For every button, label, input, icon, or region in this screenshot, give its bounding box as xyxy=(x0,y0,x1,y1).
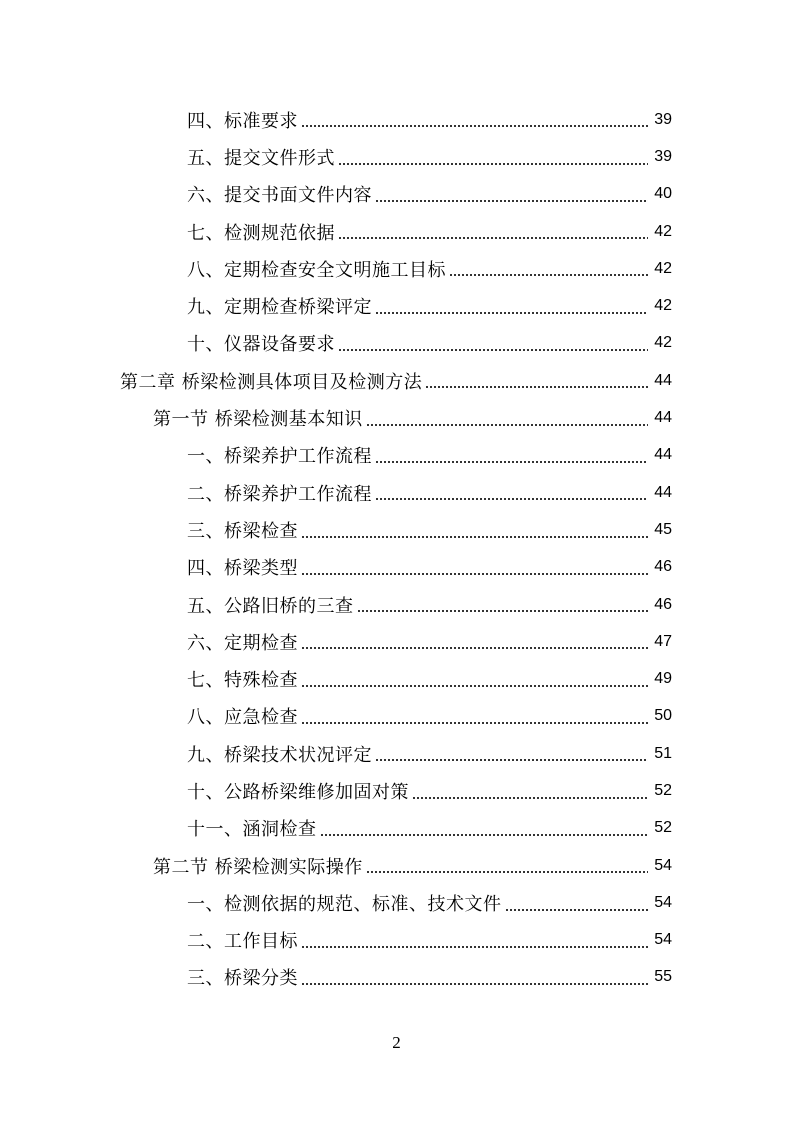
toc-entry-chapter[interactable] xyxy=(0,362,793,399)
dot-leader xyxy=(375,498,648,500)
toc-entry-page: 52 xyxy=(654,781,672,799)
toc-entry-page: 42 xyxy=(654,222,672,240)
dot-leader xyxy=(301,536,648,538)
toc-entry[interactable] xyxy=(0,959,793,996)
dot-leader xyxy=(412,797,648,799)
toc-entry-title: 第一节 桥梁检测基本知识 xyxy=(153,409,363,431)
toc-entry[interactable] xyxy=(0,287,793,324)
dot-leader xyxy=(320,834,649,836)
dot-leader xyxy=(338,349,648,351)
toc-entry[interactable] xyxy=(0,884,793,921)
toc-entry-title: 八、定期检查安全文明施工目标 xyxy=(187,259,446,281)
toc-entry-page: 54 xyxy=(654,931,672,949)
toc-entry-page: 47 xyxy=(654,632,672,650)
dot-leader xyxy=(375,461,648,463)
toc-entry[interactable] xyxy=(0,325,793,362)
page-number: 2 xyxy=(392,1033,401,1052)
toc-entry-title: 九、定期检查桥梁评定 xyxy=(187,297,372,319)
toc-entry-title: 十、仪器设备要求 xyxy=(187,334,335,356)
toc-entry-page: 50 xyxy=(654,707,672,725)
toc-entry-title: 四、桥梁类型 xyxy=(187,558,298,580)
dot-leader xyxy=(301,983,648,985)
toc-entry-title: 二、工作目标 xyxy=(187,931,298,953)
toc-entry[interactable] xyxy=(0,922,793,959)
toc-entry-title: 七、检测规范依据 xyxy=(187,222,335,244)
toc-entry[interactable] xyxy=(0,623,793,660)
toc-entry-title: 四、标准要求 xyxy=(187,110,298,132)
toc-entry-title: 六、提交书面文件内容 xyxy=(187,185,372,207)
toc-entry[interactable] xyxy=(0,772,793,809)
dot-leader xyxy=(366,871,648,873)
toc-entry-title: 九、桥梁技术状况评定 xyxy=(187,744,372,766)
toc-entry-page: 52 xyxy=(654,819,672,837)
toc-entry-page: 42 xyxy=(654,297,672,315)
toc-entry-title: 第二节 桥梁检测实际操作 xyxy=(153,856,363,878)
dot-leader xyxy=(375,200,648,202)
toc-entry-title: 五、公路旧桥的三查 xyxy=(187,595,354,617)
toc-entry-page: 39 xyxy=(654,147,672,165)
toc-entry-page: 42 xyxy=(654,334,672,352)
toc-entry[interactable] xyxy=(0,586,793,623)
toc-entry-page: 46 xyxy=(654,558,672,576)
table-of-contents xyxy=(0,101,793,996)
toc-entry-page: 42 xyxy=(654,259,672,277)
toc-entry-page: 44 xyxy=(654,371,672,389)
dot-leader xyxy=(301,573,648,575)
toc-entry[interactable] xyxy=(0,176,793,213)
toc-entry-title: 六、定期检查 xyxy=(187,632,298,654)
toc-entry-title: 七、特殊检查 xyxy=(187,670,298,692)
toc-entry[interactable] xyxy=(0,810,793,847)
toc-entry[interactable] xyxy=(0,474,793,511)
toc-entry-page: 54 xyxy=(654,893,672,911)
dot-leader xyxy=(425,386,648,388)
dot-leader xyxy=(301,685,648,687)
dot-leader xyxy=(338,163,648,165)
toc-entry-page: 55 xyxy=(654,968,672,986)
toc-entry[interactable] xyxy=(0,101,793,138)
toc-entry[interactable] xyxy=(0,735,793,772)
toc-entry-title: 八、应急检查 xyxy=(187,707,298,729)
dot-leader xyxy=(505,909,649,911)
toc-entry[interactable] xyxy=(0,437,793,474)
dot-leader xyxy=(301,946,648,948)
toc-entry-page: 46 xyxy=(654,595,672,613)
toc-entry[interactable] xyxy=(0,138,793,175)
toc-entry[interactable] xyxy=(0,511,793,548)
toc-entry-page: 51 xyxy=(654,744,672,762)
toc-entry[interactable] xyxy=(0,660,793,697)
toc-entry[interactable] xyxy=(0,698,793,735)
dot-leader xyxy=(338,237,648,239)
toc-entry-title: 一、桥梁养护工作流程 xyxy=(187,446,372,468)
dot-leader xyxy=(366,424,648,426)
dot-leader xyxy=(301,647,648,649)
toc-entry-page: 44 xyxy=(654,409,672,427)
toc-entry-page: 45 xyxy=(654,520,672,538)
dot-leader xyxy=(375,759,648,761)
dot-leader xyxy=(375,312,648,314)
toc-entry-page: 40 xyxy=(654,185,672,203)
toc-entry-page: 39 xyxy=(654,110,672,128)
toc-entry-title: 一、检测依据的规范、标准、技术文件 xyxy=(187,893,502,915)
toc-entry-title: 五、提交文件形式 xyxy=(187,147,335,169)
toc-entry-section[interactable] xyxy=(0,847,793,884)
toc-entry[interactable] xyxy=(0,549,793,586)
toc-entry-title: 三、桥梁检查 xyxy=(187,520,298,542)
toc-entry-title: 三、桥梁分类 xyxy=(187,968,298,990)
toc-entry[interactable] xyxy=(0,250,793,287)
dot-leader xyxy=(357,610,649,612)
toc-entry-title: 十一、涵洞检查 xyxy=(187,819,317,841)
toc-entry-page: 44 xyxy=(654,483,672,501)
toc-entry-section[interactable] xyxy=(0,399,793,436)
toc-entry-page: 54 xyxy=(654,856,672,874)
dot-leader xyxy=(301,722,648,724)
toc-entry-title: 十、公路桥梁维修加固对策 xyxy=(187,781,409,803)
toc-entry-title: 第二章 桥梁检测具体项目及检测方法 xyxy=(120,371,423,393)
toc-entry-title: 二、桥梁养护工作流程 xyxy=(187,483,372,505)
toc-entry-page: 44 xyxy=(654,446,672,464)
toc-entry-page: 49 xyxy=(654,670,672,688)
dot-leader xyxy=(301,125,648,127)
dot-leader xyxy=(449,274,648,276)
toc-entry[interactable] xyxy=(0,213,793,250)
